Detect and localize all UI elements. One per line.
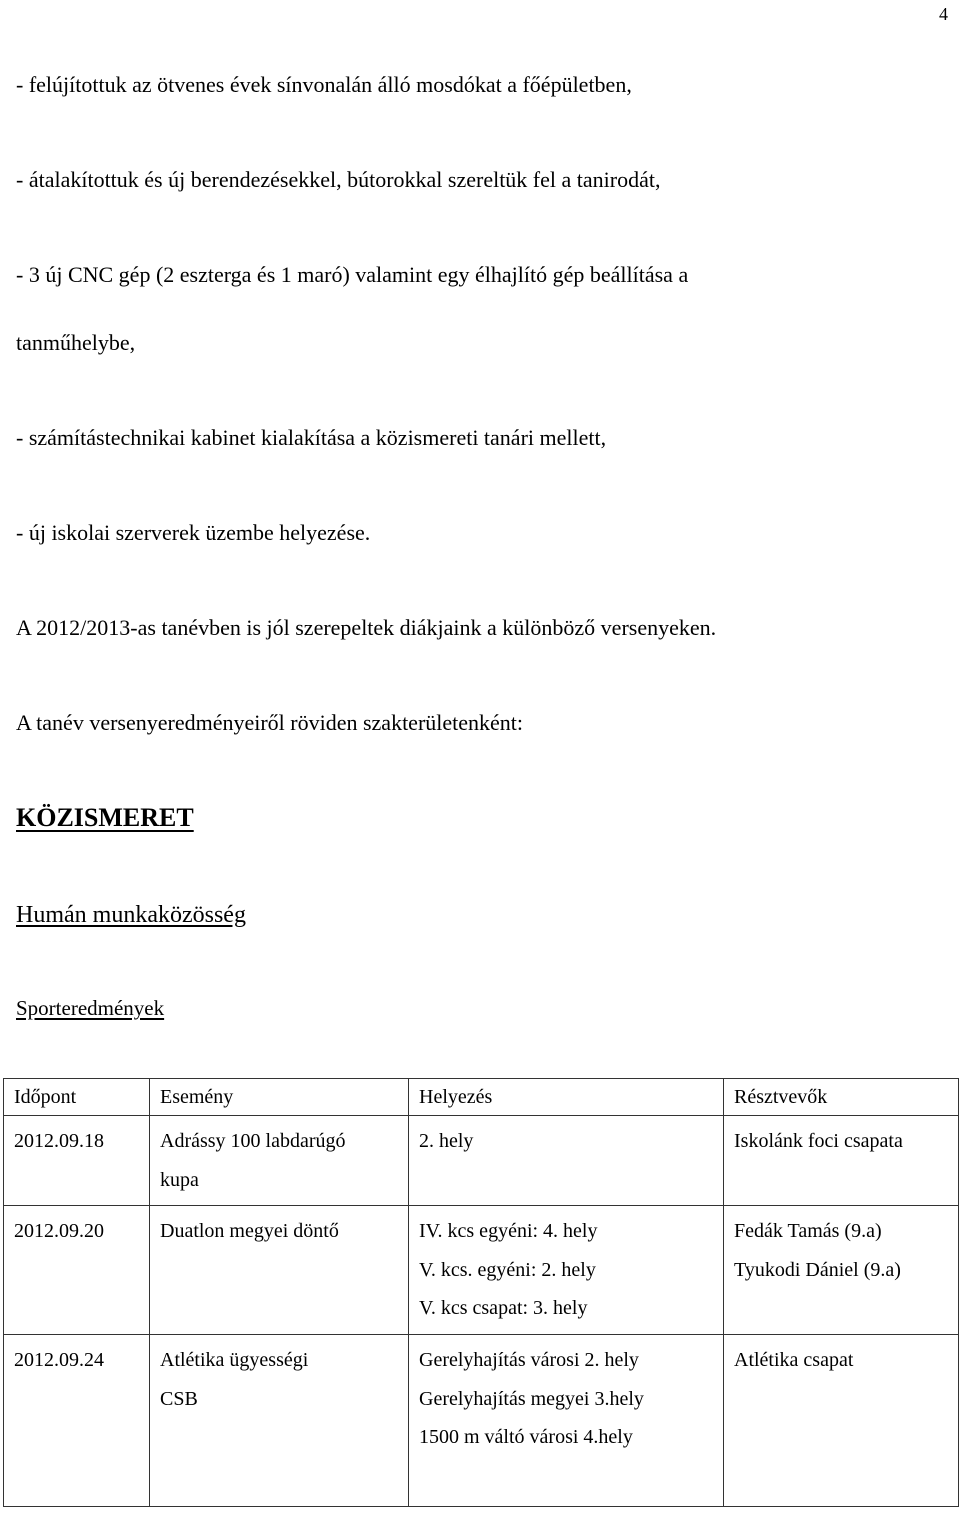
sport-results-table <box>3 1078 959 1507</box>
paragraph-cnc-machines: - 3 új CNC gép (2 eszterga és 1 maró) valamint egy élhajlító gép beállítása a <box>16 262 689 287</box>
paragraph-servers: - új iskolai szerverek üzembe helyezése. <box>16 520 371 545</box>
table-row <box>4 1116 959 1206</box>
table-row <box>4 1206 959 1335</box>
cell-event <box>150 1116 409 1206</box>
column-header-date: Időpont <box>4 1079 150 1116</box>
cell-line: Fedák Tamás (9.a) <box>734 1220 882 1243</box>
cell-line: Atlétika ügyességi <box>160 1348 309 1371</box>
paragraph-workshop: tanműhelybe, <box>16 330 136 355</box>
paragraph-results-intro: A tanév versenyeredményeiről röviden szakterületenként: <box>16 710 524 735</box>
paragraph-office: - átalakítottuk és új berendezésekkel, bútorokkal szereltük fel a tanirodát, <box>16 167 661 192</box>
cell-date: 2012.09.20 <box>4 1206 150 1335</box>
subsection-heading-sport: Sporteredmények <box>16 996 165 1020</box>
cell-line: 1500 m váltó városi 4.hely <box>419 1426 633 1449</box>
cell-line: Tyukodi Dániel (9.a) <box>734 1258 901 1281</box>
cell-placement <box>409 1206 724 1335</box>
cell-line: V. kcs. egyéni: 2. hely <box>419 1258 596 1281</box>
page-number: 4 <box>939 4 948 24</box>
cell-participants <box>724 1116 959 1206</box>
paragraph-washrooms: - felújítottuk az ötvenes évek sínvonalán álló mosdókat a főépületben, <box>16 72 632 97</box>
cell-line: Iskolánk foci csapata <box>734 1130 903 1152</box>
cell-line: Duatlon megyei döntő <box>160 1220 339 1243</box>
cell-participants <box>724 1206 959 1335</box>
column-header-placement: Helyezés <box>409 1079 724 1116</box>
subsection-heading-human: Humán munkaközösség <box>16 902 246 928</box>
cell-line: kupa <box>160 1168 199 1191</box>
paragraph-computer-lab: - számítástechnikai kabinet kialakítása a közismereti tanári mellett, <box>16 425 607 450</box>
table-row <box>4 1334 959 1506</box>
cell-placement <box>409 1334 724 1506</box>
cell-line: Gerelyhajítás városi 2. hely <box>419 1348 639 1371</box>
cell-line: 2. hely <box>419 1130 474 1152</box>
cell-placement <box>409 1116 724 1206</box>
cell-line: Adrássy 100 labdarúgó <box>160 1130 346 1152</box>
cell-event <box>150 1206 409 1335</box>
cell-line: Gerelyhajítás megyei 3.hely <box>419 1387 644 1410</box>
cell-line: V. kcs csapat: 3. hely <box>419 1297 588 1320</box>
cell-line: Atlétika csapat <box>734 1348 854 1371</box>
cell-line: IV. kcs egyéni: 4. hely <box>419 1220 598 1243</box>
column-header-participants: Résztvevők <box>724 1079 959 1116</box>
cell-date: 2012.09.18 <box>4 1116 150 1206</box>
cell-line: CSB <box>160 1387 198 1410</box>
column-header-event: Esemény <box>150 1079 409 1116</box>
cell-participants <box>724 1334 959 1506</box>
table-header-row <box>4 1079 959 1116</box>
cell-date: 2012.09.24 <box>4 1334 150 1506</box>
cell-event <box>150 1334 409 1506</box>
section-heading-kozismeret: KÖZISMERET <box>16 803 194 832</box>
paragraph-competitions-intro: A 2012/2013-as tanévben is jól szerepeltek diákjaink a különböző versenyeken. <box>16 615 717 640</box>
